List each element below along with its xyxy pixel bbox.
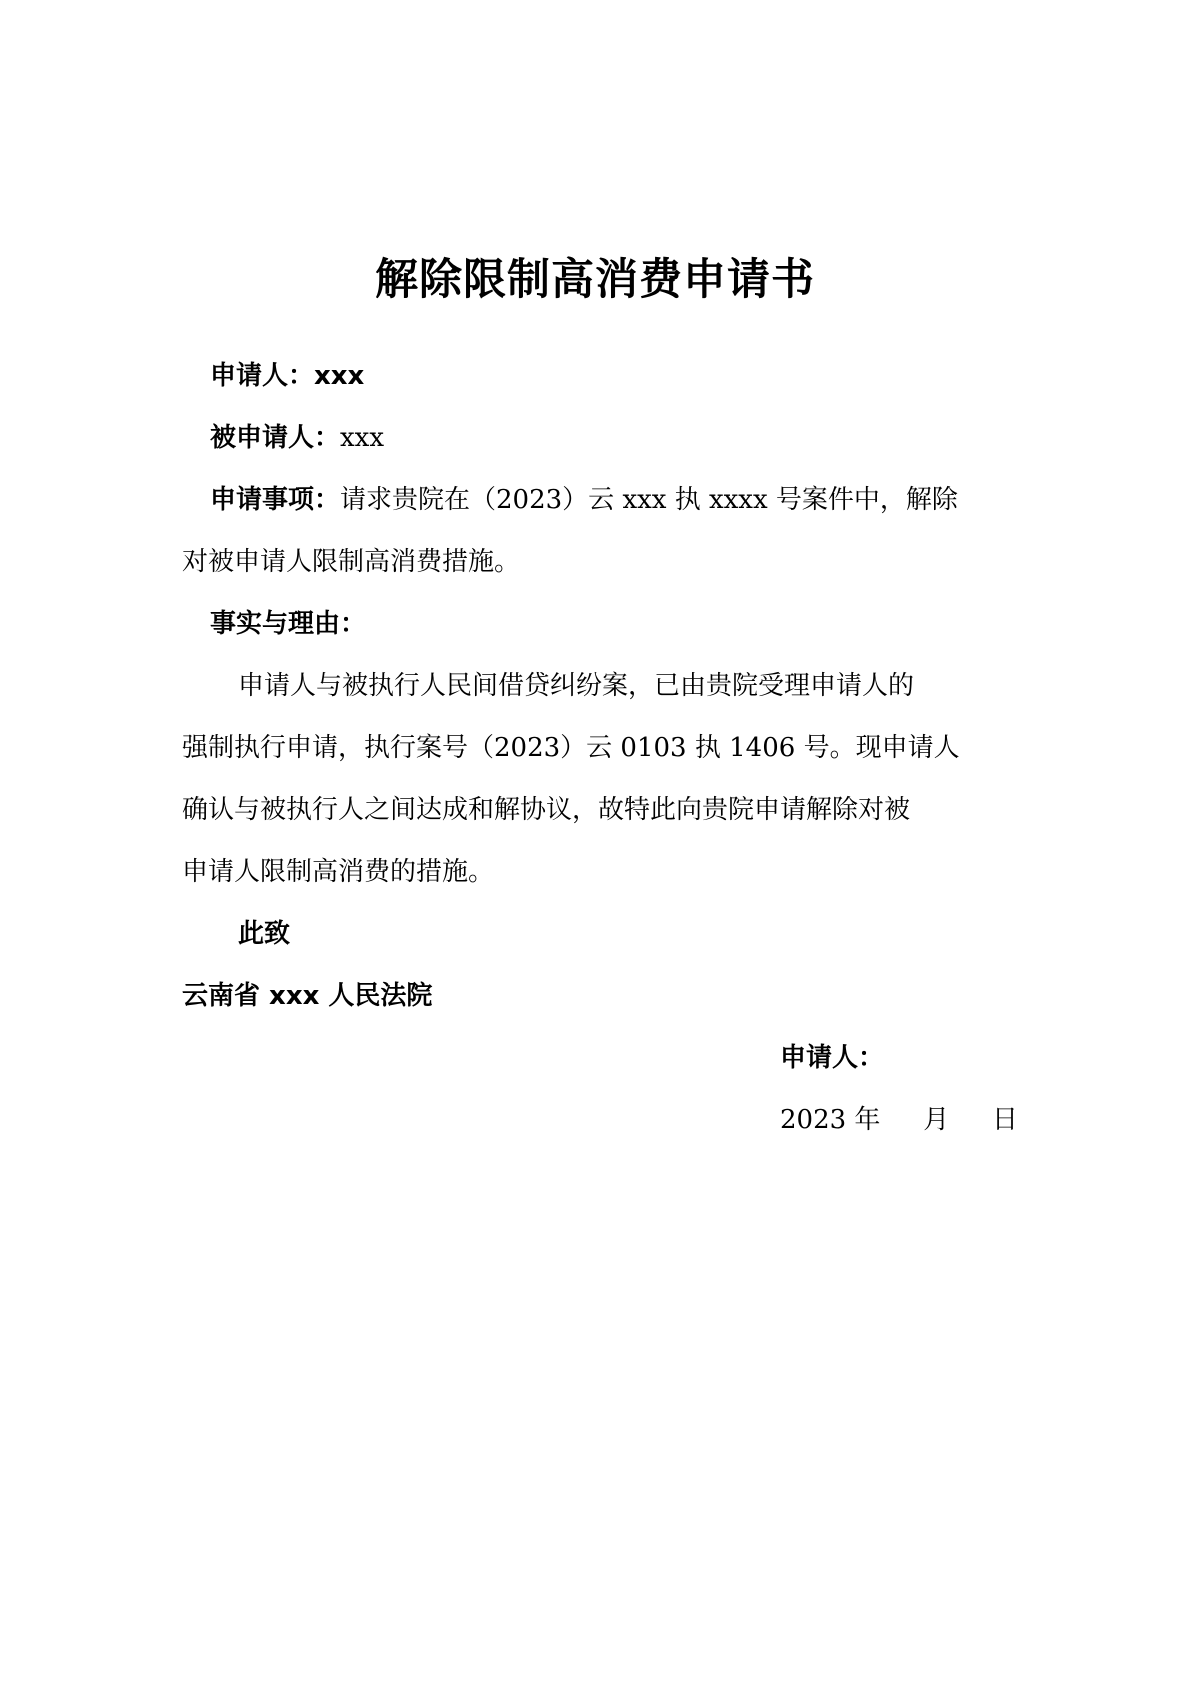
court-name: 云南省 xxx 人民法院 <box>182 981 433 1011</box>
document-title: 解除限制高消费申请书 <box>375 255 815 305</box>
facts-line-1: 申请人与被执行人民间借贷纠纷案，已由贵院受理申请人的 <box>238 671 915 701</box>
signature-label: 申请人： <box>780 1043 885 1073</box>
matters-label: 申请事项： <box>210 485 341 515</box>
matters-line-2: 对被申请人限制高消费措施。 <box>182 547 521 577</box>
closing-salutation: 此致 <box>238 919 291 949</box>
date-year: 2023 年 <box>780 1105 881 1135</box>
facts-line-2: 强制执行申请，执行案号（2023）云 0103 执 1406 号。现申请人 <box>182 733 960 763</box>
document-body <box>182 345 1018 1027</box>
respondent-value: xxx <box>340 423 385 453</box>
respondent-label: 被申请人： <box>210 423 341 453</box>
applicant-label: 申请人： <box>210 361 315 391</box>
date-month: 月 <box>923 1105 950 1135</box>
applicant-value: xxx <box>314 361 365 391</box>
respondent-line <box>182 407 1018 469</box>
matters-line-1 <box>182 469 1018 531</box>
facts-label: 事实与理由： <box>210 609 367 639</box>
facts-line-3: 确认与被执行人之间达成和解协议，故特此向贵院申请解除对被 <box>182 795 911 825</box>
matters-text-1: 请求贵院在（2023）云 xxx 执 xxxx 号案件中，解除 <box>340 485 958 515</box>
facts-line-4: 申请人限制高消费的措施。 <box>182 857 495 887</box>
applicant-line <box>182 345 1018 407</box>
date-line <box>780 1089 1018 1151</box>
date-day: 日 <box>991 1105 1018 1135</box>
